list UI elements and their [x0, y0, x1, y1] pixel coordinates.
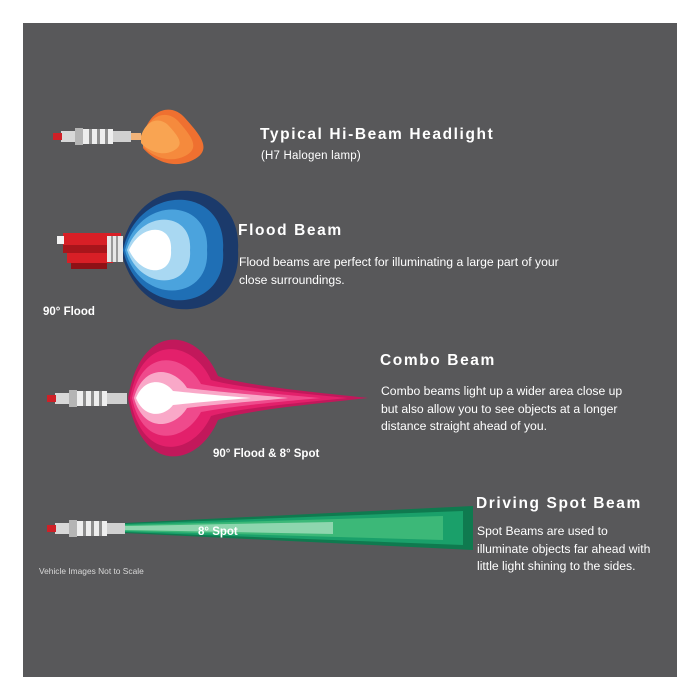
- combo-beam-tag: 90° Flood & 8° Spot: [213, 448, 320, 460]
- section-driving-spot-beam: [23, 478, 677, 618]
- section-flood-beam: [23, 178, 677, 323]
- section-combo-beam: [23, 328, 677, 468]
- combo-beam-title: Combo Beam: [380, 352, 496, 369]
- spot-beam-title: Driving Spot Beam: [476, 495, 642, 512]
- combo-beam-description: Combo beams light up a wider area close up but also allow you to see objects at a longer distance straight ahead of you.: [381, 384, 623, 433]
- halogen-bulb-icon: [47, 520, 125, 537]
- flood-beam-description: Flood beams are perfect for illuminating a large part of your close surroundings.: [239, 255, 559, 287]
- spot-beam-tag: 8° Spot: [198, 526, 238, 538]
- diagram-panel: [23, 23, 677, 677]
- flood-beam-tag: 90° Flood: [43, 306, 95, 318]
- hi-beam-subtitle: (H7 Halogen lamp): [261, 150, 361, 162]
- hi-beam-title: Typical Hi-Beam Headlight: [260, 126, 495, 143]
- flood-beam-title: Flood Beam: [238, 222, 343, 239]
- section-hi-beam: [23, 98, 677, 173]
- halogen-bulb-icon: [53, 128, 141, 145]
- spot-beam-description: Spot Beams are used to illuminate objects far ahead with little light shining to the sides.: [477, 524, 651, 573]
- hi-beam-graphic: [33, 98, 263, 173]
- scale-footnote: Vehicle Images Not to Scale: [39, 566, 144, 576]
- halogen-bulb-icon: [47, 390, 127, 407]
- flood-beam-graphic: [33, 178, 263, 323]
- led-light-bar-icon: [57, 233, 123, 269]
- combo-beam-graphic: [33, 328, 383, 468]
